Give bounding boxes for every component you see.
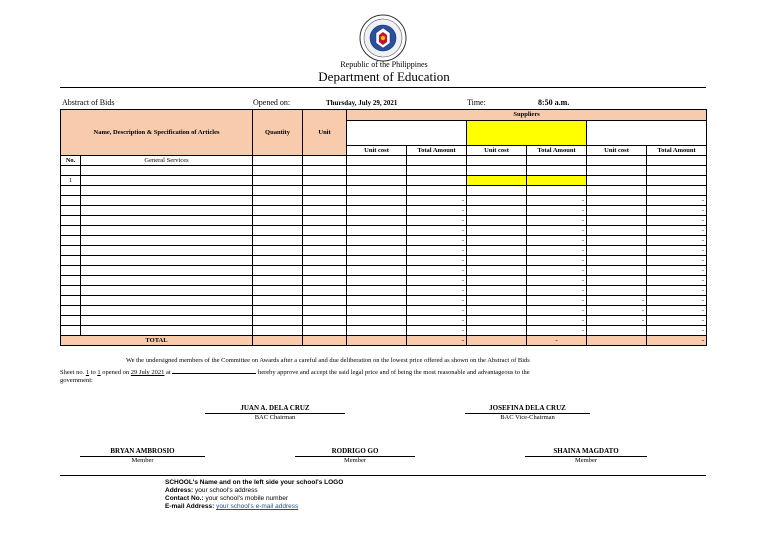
footer-address: your school's address [195, 487, 258, 494]
table-row: - - - [61, 326, 707, 336]
unit-cost-header: Unit cost [347, 146, 407, 156]
opened-date: Thursday, July 29, 2021 [326, 99, 398, 107]
table-row: - - - - [61, 316, 707, 326]
statement-line-1: We the undersigned members of the Committee on Awards after a careful and due deliberation on the lowest price offered as shown on the Abstract of Bids [126, 357, 530, 364]
unit-cost-header: Unit cost [467, 146, 527, 156]
footer-school: SCHOOL's Name and on the left side your school's LOGO [165, 479, 344, 486]
table-row: - - - [61, 216, 707, 226]
footer-contact: your school's mobile number [205, 495, 288, 502]
footer-divider [60, 475, 706, 476]
republic-heading: Republic of the Philippines [340, 60, 428, 69]
general-services-label: General Services [81, 156, 253, 166]
table-row: - - - [61, 286, 707, 296]
table-row: - - - [61, 226, 707, 236]
time-label: Time: [467, 98, 486, 107]
signatory-chairman: JUAN A. DELA CRUZ BAC Chairman [205, 404, 345, 421]
table-row: - - - [61, 256, 707, 266]
item-number: 1 [61, 176, 81, 186]
department-heading: Department of Education [318, 69, 450, 84]
col-quantity-header: Quantity [253, 110, 303, 156]
signatory-member-1: BRYAN AMBROSIO Member [80, 447, 205, 464]
opened-label: Opened on: [253, 98, 291, 107]
total-row: TOTAL - - - [61, 336, 707, 346]
footer-block: SCHOOL's Name and on the left side your school's LOGO Address: your school's address Contact No.: your school's mobile number E-mail Address: your school's e-mail address [165, 479, 344, 510]
total-amount-header: Total Amount [647, 146, 707, 156]
supplier-2-name[interactable] [467, 121, 587, 146]
signatory-member-2: RODRIGO GO Member [295, 447, 415, 464]
table-row: - - - [61, 246, 707, 256]
suppliers-header: Suppliers [347, 110, 707, 121]
item-description[interactable] [81, 176, 253, 186]
place-blank[interactable] [172, 366, 256, 374]
total-label: TOTAL [61, 336, 253, 346]
sheet-to: 1 [97, 369, 101, 376]
col-unit-header: Unit [303, 110, 347, 156]
col-name-header: Name, Description & Specification of Articles [61, 110, 253, 156]
time-value: 8:50 a.m. [538, 98, 570, 107]
unit-cost-header: Unit cost [587, 146, 647, 156]
table-row: - - - [61, 236, 707, 246]
header-divider [60, 87, 706, 88]
statement-date: 29 July 2021 [130, 369, 165, 376]
highlight-cell [467, 176, 527, 186]
abstract-label: Abstract of Bids [62, 98, 115, 107]
bids-table [60, 109, 707, 346]
supplier-3-name[interactable] [587, 121, 707, 146]
highlight-cell [527, 176, 587, 186]
deped-seal-icon [359, 14, 407, 62]
table-row: - - - [61, 206, 707, 216]
table-row: - - - [61, 266, 707, 276]
total-amount-header: Total Amount [407, 146, 467, 156]
sheet-from: 1 [85, 369, 90, 376]
table-row: - - - [61, 196, 707, 206]
signatory-vice-chairman: JOSEFINA DELA CRUZ BAC Vice-Chairman [465, 404, 590, 421]
table-row: - - - - [61, 296, 707, 306]
statement-line-3: government: [60, 377, 93, 384]
table-row: - - - - [61, 306, 707, 316]
total-amount-header: Total Amount [527, 146, 587, 156]
footer-email-link[interactable]: your school's e-mail address [216, 503, 299, 510]
no-header: No. [61, 156, 81, 166]
supplier-1-name[interactable] [347, 121, 467, 146]
table-row: - - - [61, 276, 707, 286]
signatory-member-3: SHAINA MAGDATO Member [525, 447, 647, 464]
statement-line-2: Sheet no. 1 to 1 opened on 29 July 2021 at hereby approve and accept the said legal price and of being the most reasonable and advantageous to the [60, 366, 706, 378]
